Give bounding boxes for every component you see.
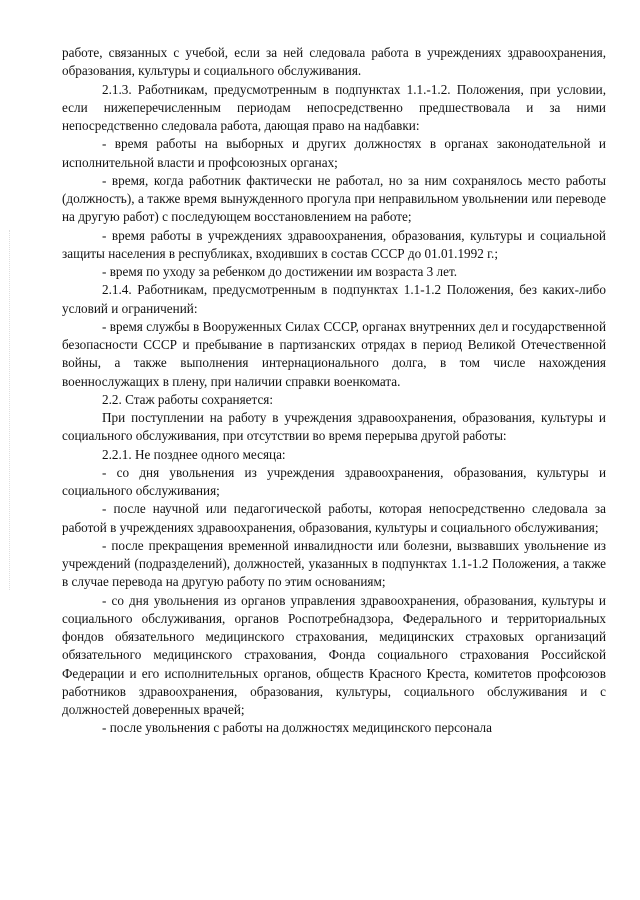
list-item-dismissal: - со дня увольнения из учреждения здравоохранения, образования, культуры и социального обслуживания; (62, 464, 606, 498)
list-item-ussr-republics: - время работы в учреждениях здравоохранения, образования, культуры и социальной защиты населения в республиках, входивших в состав СССР до 01.01.1992 г.; (62, 227, 606, 261)
section-heading-2-2: 2.2. Стаж работы сохраняется: (102, 391, 274, 407)
list-item-disability: - после прекращения временной инвалидности или болезни, вызвавших увольнение из учреждений (подразделений), должностей, указанных в подпунктах 1.1-1.2 Положения, а также в случае перевода на другую работу по этим основаниям; (62, 537, 606, 590)
section-heading-2-2-1: 2.2.1. Не позднее одного месяца: (102, 446, 286, 462)
list-item-retained-workplace: - время, когда работник фактически не работал, но за ним сохранялось место работы (должность), а также время вынужденного прогула при неправильном увольнении или переводе на другую работ) с последующем восстановлением на работе; (62, 172, 606, 225)
list-item-elected-positions: - время работы на выборных и других должностях в органах законодательной и исполнительной власти и профсоюзных органах; (62, 136, 606, 170)
list-item-military-service: - время службы в Вооруженных Силах СССР, органах внутренних дел и государственной безопасности СССР и пребывание в партизанских отрядах в период Великой Отечественной войны, а также выполнения интернационального долга, в том числе нахождения военнослужащих в плену, при наличии справки военкомата. (62, 318, 606, 389)
paragraph-2-1-3: 2.1.3. Работникам, предусмотренным в подпунктах 1.1.-1.2. Положения, при условии, если нижеперечисленным периодам непосредственно предшествовала и за ними непосредственно следовала работа, дающая право на надбавки: (62, 81, 606, 133)
list-item-management-bodies: - со дня увольнения из органов управления здравоохранения, образования, культуры и социального обслуживания, органов Роспотребнадзора, Федерального и территориальных фондов обязательного медицинского страхования, медицинских страховых организаций обязательного медицинского страхования, Фонда социального страхования Российской Федерации и его исполнительных органов, обществ Красного Креста, комитетов профсоюзов работников здравоохранения, образования, культуры, социального обслуживания и с должностей доверенных врачей; (62, 592, 606, 717)
list-item-medical-staff: - после увольнения с работы на должностях медицинского персонала (102, 720, 492, 736)
paragraph-continuation: работе, связанных с учебой, если за ней следовала работа в учреждениях здравоохранения, образования, культуры и социального обслуживания. (62, 45, 606, 79)
paragraph-2-1-4: 2.1.4. Работникам, предусмотренным в подпунктах 1.1-1.2 Положения, без каких-либо условий и ограничений: (62, 282, 606, 316)
list-item-childcare: - время по уходу за ребенком до достижении им возраста 3 лет. (102, 264, 458, 279)
paragraph-employment-intro: При поступлении на работу в учреждения здравоохранения, образования, культуры и социального обслуживания, при отсутствии во время перерыва другой работы: (62, 410, 606, 444)
scan-margin-marks (9, 230, 12, 590)
list-item-scientific-work: - после научной или педагогической работы, которая непосредственно следовала за работой в учреждениях здравоохранения, образования, культуры и социального обслуживания; (62, 501, 606, 535)
document-body (62, 44, 606, 738)
